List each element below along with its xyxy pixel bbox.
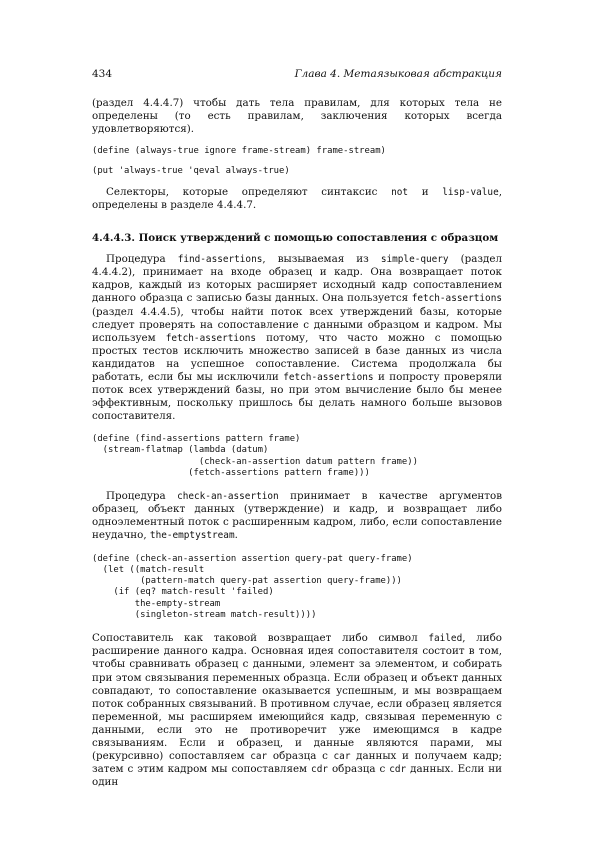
inline-code: failed — [428, 633, 463, 645]
inline-code: fetch-assertions — [411, 293, 502, 305]
inline-code: car — [250, 750, 268, 762]
code-always-true-define: (define (always-true ignore frame-stream) frame-stream) — [92, 145, 386, 156]
inline-code: not — [391, 187, 409, 199]
document-page — [92, 68, 502, 789]
inline-code: find-assertions — [177, 254, 263, 266]
section-heading: 4.4.4.3. Поиск утверждений с помощью сопоставления с образцом — [92, 232, 499, 245]
inline-code: the-emptystream — [149, 530, 235, 542]
inline-code: fetch-assertions — [283, 371, 374, 383]
page-number: 434 — [92, 68, 113, 80]
paragraph-matcher: Сопоставитель как таковой возвращает либо символ failed, либо расширение данного кадра. Основная идея сопоставителя состоит в том, чтобы сравнивать образец с данными, элемент за элементом, и собирать при этом связывания переменных образца. Если образец и объект данных совпадают, то сопоставление оказывается успешным, и мы возвращаем поток собранных связываний. В противном случае, если образец является переменной, мы расширяем имеющийся кадр, связывая переменную с данными, если это не противоречит уже имеющимся в кадре связываниям. Если и образец, и данные являются парами, мы (рекурсивно) сопоставляем car образца с car данных и получаем кадр; затем с этим кадром мы сопоставляем cdr образца с cdr данных. Если ни один — [92, 632, 502, 789]
paragraph-selectors: Селекторы, которые определяют синтаксис not и lisp-value, определены в разделе 4.4.4.7. — [92, 186, 502, 212]
paragraph-check-an-assertion: Процедура check-an-assertion принимает в качестве аргументов образец, объект данных (утверждение) и кадр, и возвращает либо одноэлементный поток с расширенным кадром, либо, если сопоставление неудачно, the-emptystream. — [92, 490, 502, 542]
running-header — [92, 68, 502, 81]
inline-code: check-an-assertion — [177, 491, 279, 503]
code-always-true-put: (put 'always-true 'qeval always-true) — [92, 165, 290, 176]
inline-code: lisp-value — [442, 187, 499, 199]
inline-code: simple-query — [380, 254, 449, 266]
code-find-assertions: (define (find-assertions pattern frame) (stream-flatmap (lambda (datum) (check-an-assertion datum pattern frame)) (fetch-assertions pattern frame))) — [92, 434, 418, 478]
inline-code: fetch-assertions — [165, 332, 257, 344]
paragraph-continuation: (раздел 4.4.4.7) чтобы дать тела правилам, для которых тела не определены (то есть правилам, заключения которых всегда удовлетворяются). — [92, 97, 502, 136]
code-check-an-assertion: (define (check-an-assertion assertion query-pat query-frame) (let ((match-result (pattern-match query-pat assertion query-frame))) (if (eq? match-result 'failed) the-empty-stream (singleton-stream match-result)))) — [92, 553, 413, 621]
paragraph-find-assertions: Процедура find-assertions, вызываемая из simple-query (раздел 4.4.4.2), принимает на входе образец и кадр. Она возвращает поток кадров, каждый из которых расширяет исходный кадр сопоставлением данного образца с записью базы данных. Она пользуется fetch-assertions (раздел 4.4.4.5), чтобы найти поток всех утверждений базы, которые следует проверять на сопоставление с данными образцом и кадром. Мы используем fetch-assertions потому, что часто можно с помощью простых тестов исключить множество записей в базе данных из числа кандидатов на успешное сопоставление. Система продолжала бы работать, если бы мы исключили fetch-assertions и попросту проверяли поток всех утверждений базы, но при этом вычисление было бы менее эффективным, поскольку пришлось бы делать намного больше вызовов сопоставителя. — [92, 253, 502, 423]
inline-code: cdr — [311, 763, 328, 775]
chapter-title: Глава 4. Метаязыковая абстракция — [294, 68, 502, 80]
inline-code: car — [333, 750, 351, 762]
inline-code: cdr — [389, 763, 407, 775]
